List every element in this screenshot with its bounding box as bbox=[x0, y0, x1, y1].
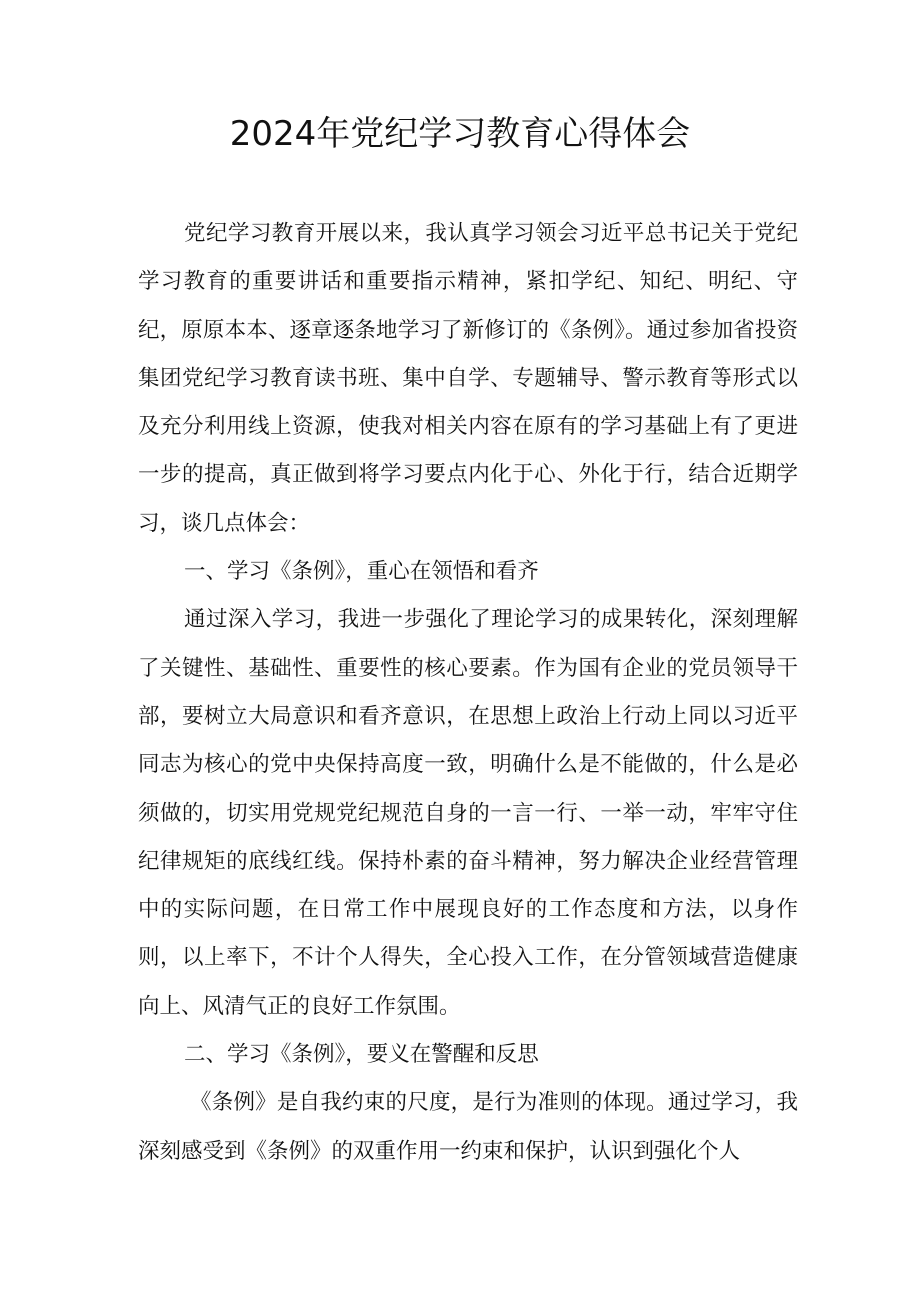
paragraph-section-1: 通过深入学习，我进一步强化了理论学习的成果转化，深刻理解了关键性、基础性、重要性的核心要素。作为国有企业的党员领导干部，要树立大局意识和看齐意识，在思想上政治上行动上同以习近平同志为核心的党中央保持高度一致，明确什么是不能做的，什么是必须做的，切实用党规党纪规范自身的一言一行、一举一动，牢牢守住纪律规矩的底线红线。保持朴素的奋斗精神，努力解决企业经营管理中的实际问题，在日常工作中展现良好的工作态度和方法，以身作则，以上率下，不计个人得失，全心投入工作，在分管领域营造健康向上、风清气正的良好工作氛围。 bbox=[138, 607, 798, 1019]
paragraph-intro: 党纪学习教育开展以来，我认真学习领会习近平总书记关于党纪学习教育的重要讲话和重要指示精神，紧扣学纪、知纪、明纪、守纪，原原本本、逐章逐条地学习了新修订的《条例》。通过参加省投资集团党纪学习教育读书班、集中自学、专题辅导、警示教育等形式以及充分利用线上资源，使我对相关内容在原有的学习基础上有了更进一步的提高，真正做到将学习要点内化于心、外化于行，结合近期学习，谈几点体会： bbox=[138, 221, 798, 536]
document-title: 2024年党纪学习教育心得体会 bbox=[229, 114, 691, 154]
section-heading-2: 二、学习《条例》，要义在警醒和反思 bbox=[184, 1042, 539, 1068]
section-heading-1: 一、学习《条例》，重心在领悟和看齐 bbox=[184, 559, 539, 585]
document-body bbox=[138, 210, 798, 1176]
paragraph-section-2: 《条例》是自我约束的尺度，是行为准则的体现。通过学习，我深刻感受到《条例》的双重作用一约束和保护，认识到强化个人 bbox=[138, 1090, 798, 1164]
